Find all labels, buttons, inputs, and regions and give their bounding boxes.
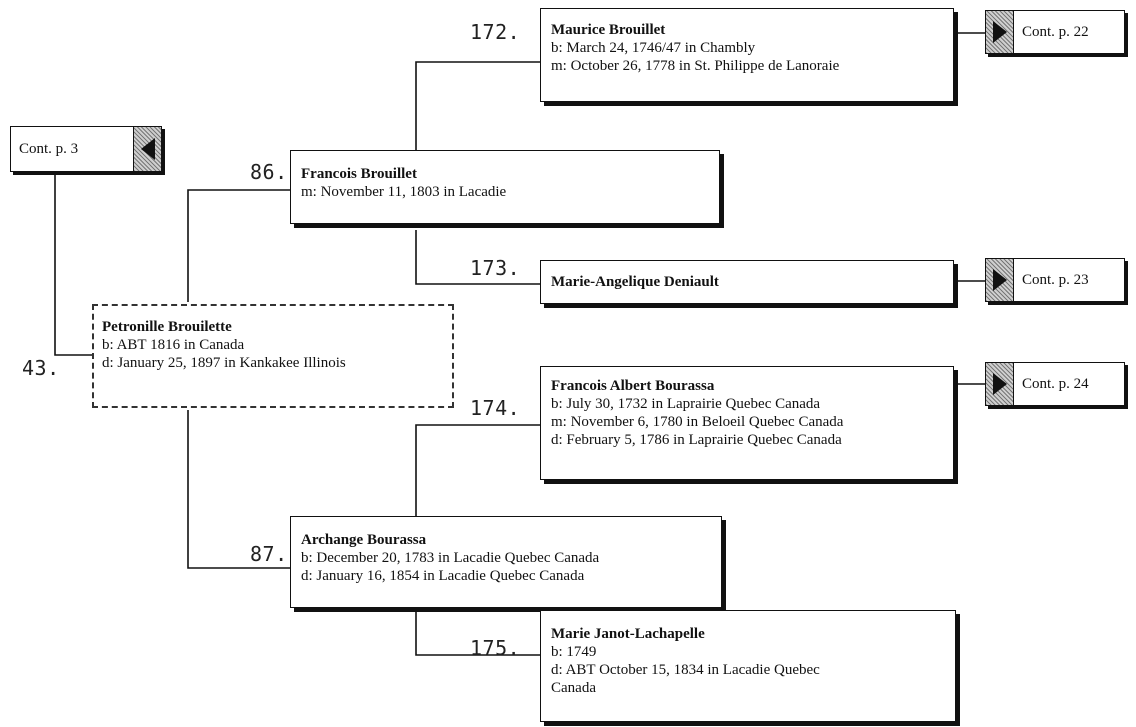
continuation-label: Cont. p. 24 — [1022, 376, 1089, 392]
person-detail: b: 1749 — [551, 644, 597, 660]
left-arrow-icon — [133, 127, 161, 171]
person-name: Francois Albert Bourassa — [551, 378, 715, 394]
person-box-174 — [540, 366, 954, 480]
person-number: 43. — [22, 356, 60, 380]
person-detail: b: ABT 1816 in Canada — [102, 337, 245, 353]
person-number: 175. — [470, 636, 521, 660]
person-number: 87. — [250, 542, 288, 566]
right-arrow-icon — [986, 363, 1014, 405]
person-name: Francois Brouillet — [301, 166, 417, 182]
person-detail: b: July 30, 1732 in Laprairie Quebec Canada — [551, 396, 821, 412]
person-number: 86. — [250, 160, 288, 184]
continuation-label: Cont. p. 22 — [1022, 24, 1089, 40]
person-box-175 — [540, 610, 956, 722]
person-number: 174. — [470, 396, 521, 420]
person-number: 172. — [470, 20, 521, 44]
person-box-86 — [290, 150, 720, 224]
continuation-page-23[interactable] — [985, 258, 1125, 302]
person-box-173 — [540, 260, 954, 304]
person-name: Maurice Brouillet — [551, 22, 666, 38]
person-detail: m: November 6, 1780 in Beloeil Quebec Canada — [551, 414, 844, 430]
person-name: Petronille Brouilette — [102, 319, 232, 335]
person-name: Marie Janot-Lachapelle — [551, 626, 705, 642]
person-detail: m: October 26, 1778 in St. Philippe de Lanoraie — [551, 58, 840, 74]
person-detail: d: January 16, 1854 in Lacadie Quebec Canada — [301, 568, 585, 584]
right-arrow-icon — [986, 259, 1014, 301]
person-detail: d: January 25, 1897 in Kankakee Illinois — [102, 355, 346, 371]
continuation-page-22[interactable] — [985, 10, 1125, 54]
person-detail: b: March 24, 1746/47 in Chambly — [551, 40, 756, 56]
right-arrow-icon — [986, 11, 1014, 53]
continuation-page-24[interactable] — [985, 362, 1125, 406]
continuation-label: Cont. p. 3 — [19, 141, 79, 157]
person-detail: d: February 5, 1786 in Laprairie Quebec Canada — [551, 432, 842, 448]
continuation-page-3[interactable] — [10, 126, 162, 172]
person-box-43 — [92, 304, 454, 408]
person-name: Archange Bourassa — [301, 532, 427, 548]
person-detail: m: November 11, 1803 in Lacadie — [301, 184, 507, 200]
person-number: 173. — [470, 256, 521, 280]
person-box-172 — [540, 8, 954, 102]
person-box-87 — [290, 516, 722, 608]
person-detail: d: ABT October 15, 1834 in Lacadie Quebec — [551, 662, 820, 678]
person-name: Marie-Angelique Deniault — [551, 274, 719, 290]
person-detail: b: December 20, 1783 in Lacadie Quebec Canada — [301, 550, 600, 566]
continuation-label: Cont. p. 23 — [1022, 272, 1089, 288]
person-detail: Canada — [551, 680, 596, 696]
